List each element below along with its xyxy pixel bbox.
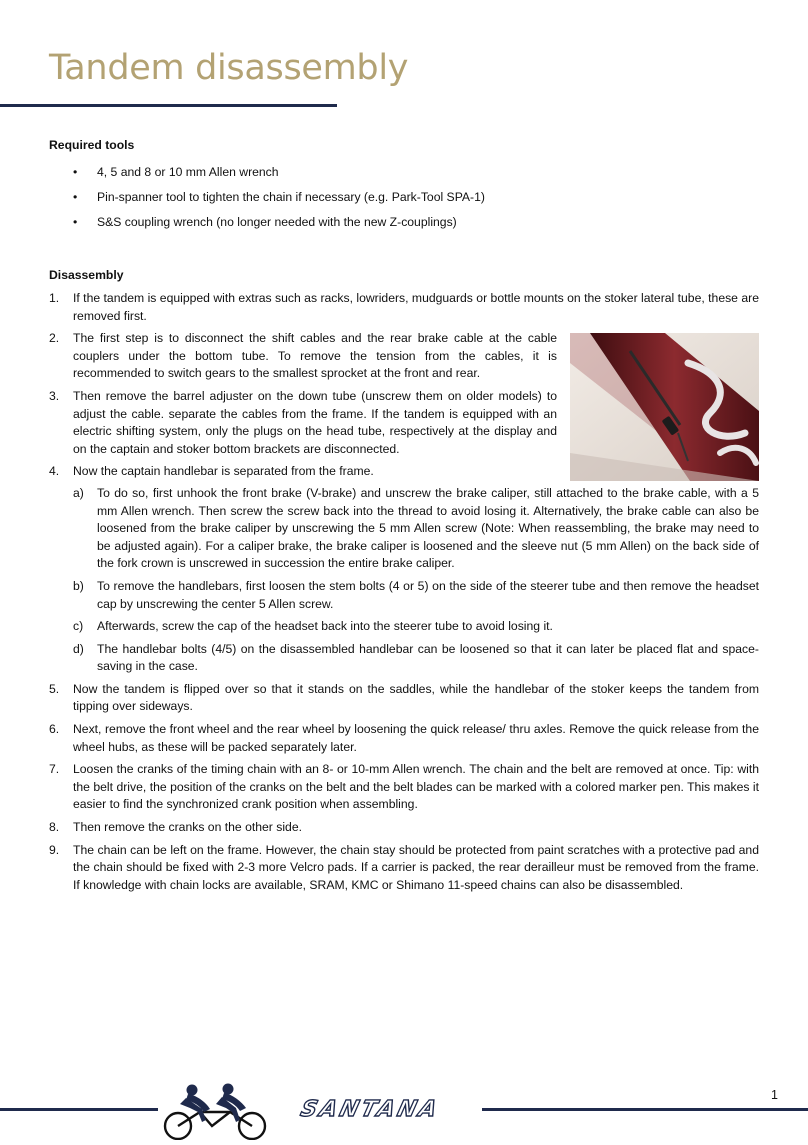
santana-logo [268, 1094, 468, 1122]
step-text: Now the tandem is flipped over so that it stands on the saddles, while the handlebar of the stoker keeps the tandem from tipping over sideways. [73, 681, 759, 714]
step-text: Then remove the barrel adjuster on the down tube (unscrew them on older models) to adjust the cable. separate the cables from the frame. If the tandem is equipped with an electric shifting system, only the plugs on the head tube, respectively at the display and on the captain and stoker bottom brackets are disconnected. [73, 388, 557, 456]
substep-text: Afterwards, screw the cap of the headset back into the steerer tube to avoid losing it. [97, 619, 553, 634]
footer-rule-left [0, 1108, 158, 1111]
substep-item [49, 641, 759, 676]
substep-letter: a) [73, 485, 84, 500]
substep-letter: d) [73, 641, 84, 656]
bullet-icon: • [73, 215, 78, 229]
tool-text: 4, 5 and 8 or 10 mm Allen wrench [97, 165, 279, 179]
required-tools-heading: Required tools [49, 138, 135, 152]
step-text: Loosen the cranks of the timing chain with an 8- or 10-mm Allen wrench. The chain and the belt are removed at once. Tip: with the belt drive, the position of the cranks on the belt and the belt blades can be marked with a colored marker pen. This makes it easier to find the synchronized crank position when assembling. [73, 762, 759, 812]
step-text: The chain can be left on the frame. However, the chain stay should be protected from paint scratches with a protective pad and the chain should be fixed with 2-3 more Velcro pads. If a carrier is packed, the rear derailleur must be removed from the frame. If knowledge with chain locks are available, SRAM, KMC or Shimano 11-speed chains can also be disassembled. [73, 842, 759, 892]
step-item [49, 819, 759, 837]
substep-letter: b) [73, 578, 84, 593]
step-item [49, 721, 759, 756]
tools-list-item [49, 163, 749, 188]
step-text: The first step is to disconnect the shift cables and the rear brake cable at the cable couplers under the bottom tube. To remove the tension from the cables, it is recommended to switch gears to the smallest sprocket at the front and rear. [73, 331, 557, 381]
bullet-icon: • [73, 165, 78, 179]
tandem-riders-logo-icon [160, 1082, 268, 1140]
step-number: 5. [49, 681, 60, 696]
substep-item [49, 618, 759, 636]
step-text: Then remove the cranks on the other side. [73, 820, 302, 835]
step-item [49, 463, 759, 676]
step-number: 6. [49, 722, 60, 737]
step-number: 1. [49, 291, 60, 305]
step-item [49, 681, 759, 716]
tools-list-item [49, 188, 749, 213]
substep-text: The handlebar bolts (4/5) on the disassembled handlebar can be loosened so that it can later be placed flat and space-saving in the case. [97, 641, 759, 674]
title-underline [0, 104, 337, 107]
step-item [49, 290, 759, 325]
step-item [49, 330, 557, 383]
step-item [49, 842, 759, 895]
page-number: 1 [771, 1088, 778, 1102]
step-number: 7. [49, 762, 60, 777]
substep-text: To do so, first unhook the front brake (V-brake) and unscrew the brake caliper, still attached to the brake cable, with a 5 mm Allen wrench. Then screw the screw back into the thread to avoid losing it. Alternatively, the brake cable can also be loosened from the brake caliper by unscrewing the 5 mm Allen screw (Note: When reassembling, the brake may need to be adjusted again). For a caliper brake, the brake caliper is loosened and the sleeve nut (5 mm Allen) on the back side of the fork crown is unscrewed in succession the entire brake caliper. [97, 485, 759, 571]
step-text: Now the captain handlebar is separated from the frame. [73, 464, 374, 479]
santana-logo-text: SANTANA [298, 1096, 443, 1122]
step-number: 3. [49, 388, 60, 403]
substep-list [73, 485, 759, 676]
substep-item [49, 485, 759, 573]
step-number: 4. [49, 464, 60, 479]
tools-list-item [49, 213, 749, 238]
substep-letter: c) [73, 619, 84, 634]
footer-rule-right [482, 1108, 808, 1111]
substep-item [49, 578, 759, 613]
bullet-icon: • [73, 190, 78, 204]
disassembly-heading: Disassembly [49, 268, 124, 282]
step-text: Next, remove the front wheel and the rear wheel by loosening the quick release/ thru axles. Remove the quick release from the wheel hubs, as these will be packed separately later. [73, 722, 759, 754]
step-item [49, 761, 759, 814]
step-text: If the tandem is equipped with extras such as racks, lowriders, mudguards or bottle mounts on the stoker lateral tube, these are removed first. [73, 291, 759, 323]
step-number: 9. [49, 842, 60, 857]
page-title: Tandem disassembly [49, 48, 409, 88]
substep-text: To remove the handlebars, first loosen the stem bolts (4 or 5) on the side of the steerer tube and then remove the headset cap by unscrewing the center 5 Allen screw. [97, 578, 759, 611]
tools-list [49, 163, 749, 238]
tool-text: Pin-spanner tool to tighten the chain if necessary (e.g. Park-Tool SPA-1) [97, 190, 485, 204]
step-number: 8. [49, 820, 60, 835]
tool-text: S&S coupling wrench (no longer needed with the new Z-couplings) [97, 215, 457, 229]
frame-cable-photo [570, 333, 759, 481]
step-item [49, 388, 557, 458]
step-number: 2. [49, 331, 60, 346]
